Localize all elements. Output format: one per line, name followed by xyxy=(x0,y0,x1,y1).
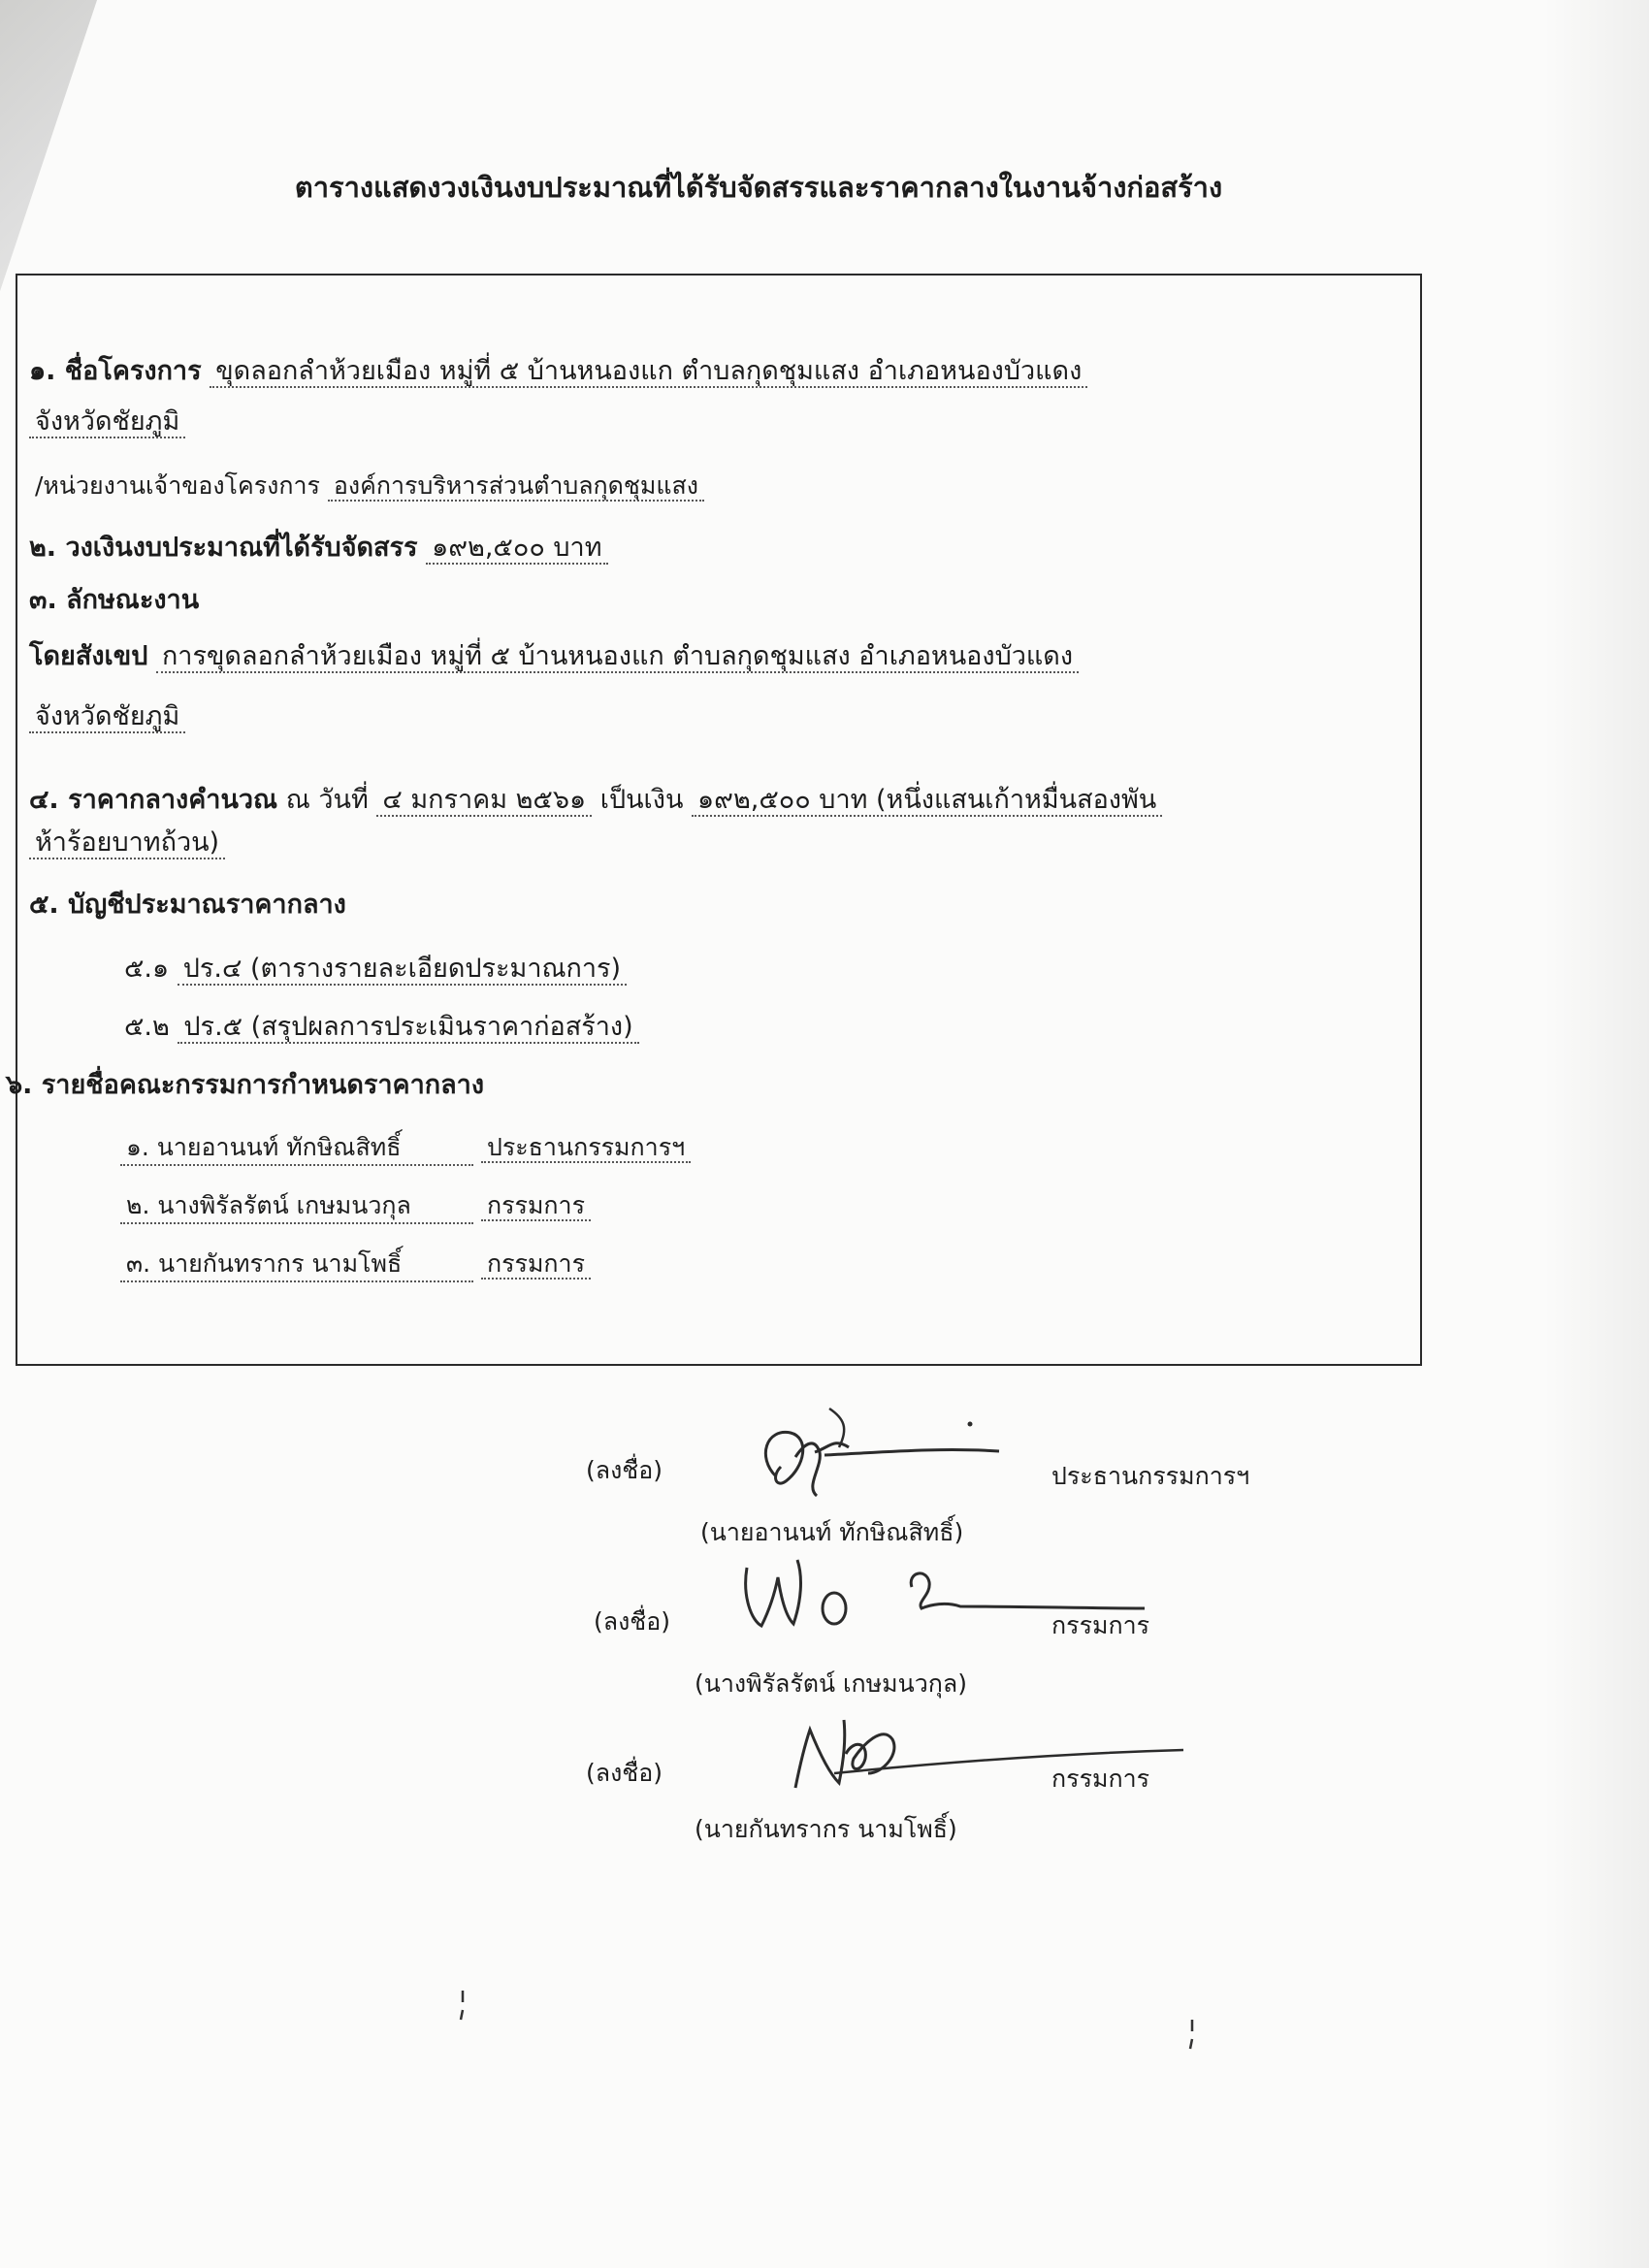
project-name-value: ขุดลอกลำห้วยเมือง หมู่ที่ ๕ บ้านหนองแก ตำบลกุดชุมแสง อำเภอหนองบัวแดง xyxy=(210,356,1087,388)
committee-member-role: กรรมการ xyxy=(481,1249,591,1280)
summary-cont: จังหวัดชัยภูมิ xyxy=(29,701,185,733)
committee-row xyxy=(6,1069,484,1102)
signature-prefix: (ลงชื่อ) xyxy=(586,1759,663,1787)
price-subitem-text: ปร.๕ (สรุปผลการประเมินราคาก่อสร้าง) xyxy=(178,1012,638,1044)
signature-name: (นางพิรัลรัตน์ เกษมนวกุล) xyxy=(695,1669,967,1698)
project-owner-row xyxy=(35,470,704,502)
budget-value: ๑๙๒,๕๐๐ บาท xyxy=(426,533,607,565)
signature-role: กรรมการ xyxy=(1051,1611,1150,1639)
price-subitem-num: ๕.๒ xyxy=(124,1012,170,1042)
committee-member xyxy=(120,1189,591,1224)
budget-label: ๒. วงเงินงบประมาณที่ได้รับจัดสรร xyxy=(29,533,418,563)
signature-name: (นายอานนท์ ทักษิณสิทธิ์) xyxy=(700,1518,964,1546)
median-amount-prefix: เป็นเงิน xyxy=(599,785,684,815)
median-date-prefix: ณ วันที่ xyxy=(285,785,369,815)
project-name-cont-row xyxy=(29,405,185,438)
committee-member-name: ๒. นางพิรัลรัตน์ เกษมนวกุล xyxy=(120,1189,473,1224)
signature-name: (นายกันทรากร นามโพธิ์) xyxy=(695,1815,957,1843)
document-title: ตารางแสดงวงเงินงบประมาณที่ได้รับจัดสรรและราคากลางในงานจ้างก่อสร้าง xyxy=(294,171,1223,204)
committee-member xyxy=(120,1247,591,1282)
signature-prefix: (ลงชื่อ) xyxy=(586,1456,663,1484)
committee-member-role: กรรมการ xyxy=(481,1191,591,1221)
committee-member-name: ๑. นายอานนท์ ทักษิณสิทธิ์ xyxy=(120,1131,473,1166)
median-amount-value: ๑๙๒,๕๐๐ บาท (หนึ่งแสนเก้าหมื่นสองพัน xyxy=(692,785,1162,817)
price-list-label: ๕. บัญชีประมาณราคากลาง xyxy=(29,890,346,920)
signature-prefix: (ลงชื่อ) xyxy=(594,1607,671,1636)
median-date-value: ๔ มกราคม ๒๕๖๑ xyxy=(376,785,592,817)
price-list-row xyxy=(29,889,346,922)
median-amount-cont-row xyxy=(29,826,225,859)
stray-mark xyxy=(1185,2018,1199,2051)
project-owner-value: องค์การบริหารส่วนตำบลกุดชุมแสง xyxy=(328,471,704,502)
signature-role: กรรมการ xyxy=(1051,1765,1150,1793)
price-subitem-text: ปร.๔ (ตารางรายละเอียดประมาณการ) xyxy=(178,954,627,986)
project-name-label: ๑. ชื่อโครงการ xyxy=(29,356,202,386)
project-owner-label: /หน่วยงานเจ้าของโครงการ xyxy=(35,471,320,500)
summary-value: การขุดลอกลำห้วยเมือง หมู่ที่ ๕ บ้านหนองแก ตำบลกุดชุมแสง อำเภอหนองบัวแดง xyxy=(156,641,1079,673)
project-name-cont: จังหวัดชัยภูมิ xyxy=(29,406,185,438)
median-price-label: ๔. ราคากลางคำนวณ xyxy=(29,785,278,815)
summary-label: โดยสังเขป xyxy=(29,641,148,671)
stray-mark xyxy=(456,1989,469,2022)
summary-row xyxy=(29,640,1079,673)
project-name-row xyxy=(29,355,1087,388)
signature-scribble xyxy=(737,1399,1018,1515)
summary-cont-row xyxy=(29,700,185,733)
price-subitem xyxy=(124,1011,639,1044)
work-type-row xyxy=(29,584,199,617)
work-type-label: ๓. ลักษณะงาน xyxy=(29,585,200,615)
page-edge-shadow xyxy=(1542,0,1649,2268)
median-amount-cont: ห้าร้อยบาทถ้วน) xyxy=(29,827,225,859)
signature-role: ประธานกรรมการฯ xyxy=(1051,1462,1250,1490)
budget-row xyxy=(29,532,608,565)
median-price-row xyxy=(29,784,1162,817)
committee-label: ๖. รายชื่อคณะกรรมการกำหนดราคากลาง xyxy=(6,1070,485,1100)
committee-member xyxy=(120,1131,691,1166)
price-subitem xyxy=(124,953,627,986)
committee-member-role: ประธานกรรมการฯ xyxy=(481,1133,691,1163)
committee-member-name: ๓. นายกันทรากร นามโพธิ์ xyxy=(120,1247,473,1282)
price-subitem-num: ๕.๑ xyxy=(124,954,170,984)
